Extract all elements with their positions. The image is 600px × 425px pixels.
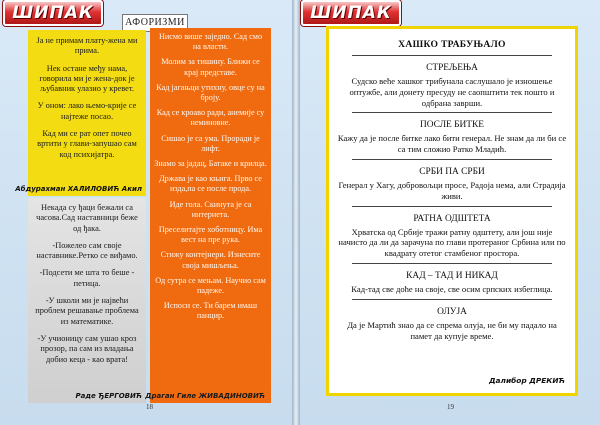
author-name: Абдурахман ХАЛИЛОВИЋ Акил [15, 185, 142, 193]
section-heading: ПОСЛЕ БИТКЕ [420, 120, 484, 131]
left-page [0, 0, 292, 425]
author-name: Раде ЂЕРГОВИЋ [75, 392, 142, 400]
aphorism: У оном: лако њемо-крије се најтеже посао. [37, 101, 137, 121]
divider [352, 299, 552, 300]
aphorism: Стижу контејнери. Изнесите своја мишљења. [160, 250, 261, 270]
divider [352, 206, 552, 207]
author-name: Драган Гиле ЖИВАДИНОВИЋ [145, 392, 265, 400]
aphorism: Преселитајте хоботницу. Има вест на пре рука. [158, 225, 263, 245]
section-body: Судско веће хашког трибунала саслушало је изношење оптужбе, али донету пресуду не саопштити тек пошто и одбрана заврши. [349, 76, 555, 108]
divider [352, 55, 552, 56]
page-number: 19 [447, 403, 454, 411]
aphorism-box-gray [28, 198, 146, 403]
section-body: Хрватска од Србије тражи ратну одштету, али још није начисто да ли да зарачуна по глави протераног Србина или по квадрату отетог стамбеног простора. [338, 226, 566, 259]
section-body: Да је Мартић знао да се спрема олуја, не би му падало на памет да купује време. [347, 319, 557, 341]
aphorism: Некада су ђаци бежали са часова.Сад наставници беже од ђака. [36, 203, 138, 233]
divider [352, 112, 552, 113]
section-heading: ОЛУЈА [437, 306, 467, 317]
magazine-logo: ШИПАК [301, 0, 401, 26]
aphorism: -У школи ми је највећи проблем решавање проблема из математике. [35, 296, 139, 326]
aphorism: Молим за тишину. Ближи се крај представе. [161, 57, 260, 77]
divider [352, 263, 552, 264]
aphorism: Знамо за јадац, Батаке и крилца. [154, 159, 267, 169]
author-name: Далибор ДРЕКИЋ [488, 376, 565, 385]
page-gutter [292, 0, 300, 425]
aphorism: Иде гола. Скинута је са интернета. [169, 199, 252, 219]
article-frame [326, 26, 578, 396]
aphorism: -У учионицу сам ушао кроз прозор, па сам из владања добио кеца - као врата! [37, 333, 137, 364]
section-body: Кажу да је после битке лако бити генерал. Не знам да ли би се са тим сложио Ратко Младић. [337, 133, 567, 155]
aphorism: Нек остане међу нама, говорила ми је жена-док је љубавник улазио у кревет. [39, 63, 135, 94]
aphorism: Ја не примам плату-жена ми прима. [36, 36, 138, 56]
aphorism: Кад јагањци утихну, овце су на броју. [156, 82, 265, 103]
aphorism: -Пожелео сам своје наставнике.Ретко се виђамо. [36, 240, 138, 261]
magazine-logo: ШИПАК [3, 0, 103, 26]
aphorism: Нисмо више заједно. Сад смо на власти. [158, 32, 263, 52]
section-heading: СРБИ ПА СРБИ [419, 166, 485, 177]
aphorism-box-yellow [15, 30, 146, 196]
article-title: ХАШКО ТРАБУЊАЛО [398, 39, 506, 50]
section-body: Генерал у Хагу, добровољци просе, Радоја нема, али Страдија живи. [338, 179, 566, 201]
section-heading: КАД – ТАД И НИКАД [406, 270, 498, 281]
aphorism: Сишао је са ума. Проради је лифт. [161, 133, 260, 153]
aphorism: Кад ми се рат опет почео вртити у глави-запушао сам код психијатра. [37, 129, 137, 159]
aphorism-box-orange [145, 28, 271, 403]
aphorism: Државa је као књига. Прво се изда,па се после прода. [159, 174, 262, 194]
right-page [300, 0, 600, 425]
section-heading: РАТНА ОДШТЕТА [413, 213, 491, 224]
aphorism: Кад се кроаво ради, анемије су неминовне. [156, 108, 265, 128]
divider [352, 159, 552, 160]
section-label: АФОРИЗМИ [122, 14, 188, 32]
page-number: 18 [146, 403, 153, 411]
section-body: Кад-тад све доће на своје, све осим српских избеглица. [351, 283, 553, 294]
aphorism: -Подсети ме шта то беше - петица. [39, 268, 135, 288]
section-heading: СТРЕЉЕЊА [426, 63, 478, 73]
aphorism: Испоси се. Ти барем имаш панцир. [163, 301, 258, 321]
aphorism: Од сутра се мењам. Научио сам падеже. [155, 275, 266, 296]
